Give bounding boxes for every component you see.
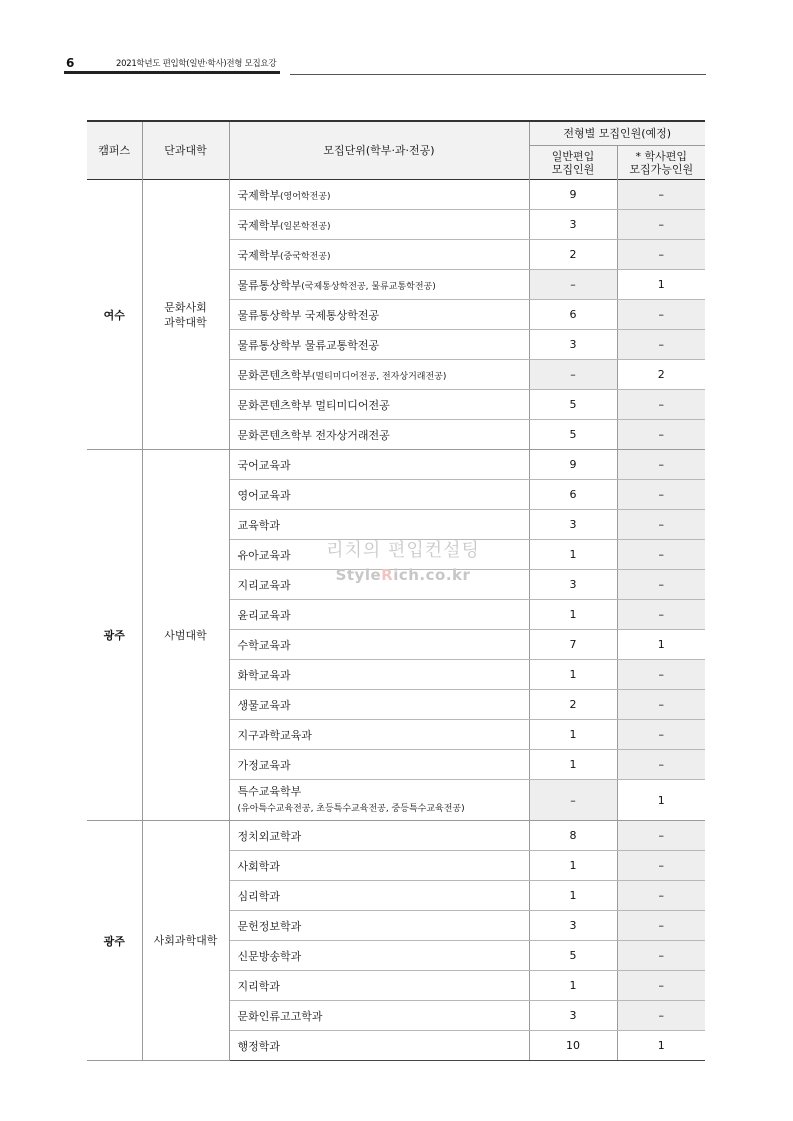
unit-name: 국제학부 — [237, 248, 281, 262]
unit-cell — [229, 510, 529, 540]
general-count: 7 — [529, 630, 617, 660]
bachelor-count: 2 — [617, 360, 705, 390]
bachelor-count: – — [617, 660, 705, 690]
bachelor-count: – — [617, 570, 705, 600]
unit-name: 문화콘텐츠학부 — [237, 368, 312, 382]
unit-cell — [229, 780, 529, 821]
general-count: 3 — [529, 570, 617, 600]
page-number: 6 — [66, 56, 75, 70]
bachelor-count: – — [617, 750, 705, 780]
header-unit: 모집단위(학부·과·전공) — [229, 121, 529, 180]
general-count: 1 — [529, 851, 617, 881]
unit-name: 문헌정보학과 — [237, 919, 302, 933]
header-general: 일반편입 모집인원 — [529, 146, 617, 180]
general-count: 1 — [529, 971, 617, 1001]
campus-cell: 여수 — [87, 180, 142, 450]
general-count: 10 — [529, 1031, 617, 1061]
header-rule-thin — [290, 74, 706, 75]
bachelor-count: 1 — [617, 780, 705, 821]
unit-name: 지리교육과 — [237, 578, 291, 592]
bachelor-count: – — [617, 300, 705, 330]
bachelor-count: – — [617, 1001, 705, 1031]
unit-name: 영어교육과 — [237, 488, 291, 502]
running-header — [64, 56, 280, 73]
general-count: 2 — [529, 240, 617, 270]
unit-detail: (유아특수교육전공, 초등특수교육전공, 중등특수교육전공) — [237, 803, 465, 814]
watermark-url-part: ich.co.kr — [393, 566, 471, 584]
watermark-korean: 리치의 편입컨설팅 — [326, 540, 480, 561]
unit-name: 화학교육과 — [237, 668, 291, 682]
general-count: 5 — [529, 420, 617, 450]
college-cell: 사회과학대학 — [142, 821, 229, 1061]
bachelor-count: – — [617, 510, 705, 540]
college-cell: 사범대학 — [142, 450, 229, 821]
unit-name: 교육학과 — [237, 518, 281, 532]
bachelor-count: – — [617, 971, 705, 1001]
unit-detail: (영어학전공) — [280, 191, 331, 202]
unit-detail: (멀티미디어전공, 전자상거래전공) — [311, 371, 447, 382]
unit-cell — [229, 360, 529, 390]
unit-name: 수학교육과 — [237, 638, 291, 652]
unit-cell — [229, 881, 529, 911]
bachelor-count: – — [617, 720, 705, 750]
unit-name: 국제학부 — [237, 218, 281, 232]
unit-cell — [229, 941, 529, 971]
bachelor-count: – — [617, 210, 705, 240]
unit-name: 유아교육과 — [237, 548, 291, 562]
bachelor-count: 1 — [617, 1031, 705, 1061]
unit-cell — [229, 750, 529, 780]
document-title: 2021학년도 편입학(일반·학사)전형 모집요강 — [116, 59, 277, 69]
unit-cell — [229, 971, 529, 1001]
unit-detail: (중국학전공) — [280, 251, 331, 262]
general-count: 1 — [529, 660, 617, 690]
general-count: 5 — [529, 390, 617, 420]
unit-cell — [229, 1001, 529, 1031]
bachelor-count: 1 — [617, 270, 705, 300]
unit-cell — [229, 390, 529, 420]
unit-cell — [229, 480, 529, 510]
bachelor-count: – — [617, 330, 705, 360]
general-count: 1 — [529, 540, 617, 570]
unit-cell — [229, 300, 529, 330]
watermark-url-part: Style — [335, 566, 382, 584]
bachelor-count: – — [617, 480, 705, 510]
unit-cell — [229, 1031, 529, 1061]
unit-name: 생물교육과 — [237, 698, 291, 712]
unit-name: 문화콘텐츠학부 전자상거래전공 — [237, 428, 390, 442]
bachelor-count: – — [617, 420, 705, 450]
general-count: – — [529, 780, 617, 821]
unit-cell — [229, 690, 529, 720]
unit-cell — [229, 240, 529, 270]
unit-cell — [229, 600, 529, 630]
general-count: 6 — [529, 480, 617, 510]
general-count: 1 — [529, 600, 617, 630]
bachelor-count: – — [617, 941, 705, 971]
general-count: 9 — [529, 450, 617, 480]
unit-name: 문화콘텐츠학부 멀티미디어전공 — [237, 398, 390, 412]
unit-name: 지리학과 — [237, 979, 281, 993]
unit-cell — [229, 540, 529, 570]
unit-cell — [229, 420, 529, 450]
general-count: 3 — [529, 1001, 617, 1031]
general-count: 9 — [529, 180, 617, 210]
unit-name: 국제학부 — [237, 188, 281, 202]
unit-name: 가정교육과 — [237, 758, 291, 772]
unit-cell — [229, 821, 529, 851]
unit-cell — [229, 720, 529, 750]
campus-cell: 광주 — [87, 821, 142, 1061]
unit-name: 물류통상학부 — [237, 278, 302, 292]
bachelor-count: – — [617, 600, 705, 630]
unit-cell — [229, 450, 529, 480]
general-count: 8 — [529, 821, 617, 851]
unit-name: 물류통상학부 국제통상학전공 — [237, 308, 380, 322]
general-count: 3 — [529, 330, 617, 360]
table-row — [87, 821, 705, 851]
unit-name: 사회학과 — [237, 859, 281, 873]
general-count: – — [529, 270, 617, 300]
bachelor-count: – — [617, 390, 705, 420]
general-count: – — [529, 360, 617, 390]
unit-name: 행정학과 — [237, 1039, 281, 1053]
bachelor-count: – — [617, 881, 705, 911]
bachelor-count: – — [617, 851, 705, 881]
unit-name: 신문방송학과 — [237, 949, 302, 963]
header-college: 단과대학 — [142, 121, 229, 180]
bachelor-count: – — [617, 450, 705, 480]
header-rule-thick — [64, 71, 280, 74]
recruitment-table — [87, 120, 705, 1061]
general-count: 3 — [529, 911, 617, 941]
general-count: 1 — [529, 881, 617, 911]
general-count: 3 — [529, 210, 617, 240]
unit-cell — [229, 911, 529, 941]
unit-cell — [229, 851, 529, 881]
unit-name: 지구과학교육과 — [237, 728, 312, 742]
bachelor-count: – — [617, 540, 705, 570]
bachelor-count: – — [617, 180, 705, 210]
general-count: 1 — [529, 720, 617, 750]
table-row — [87, 450, 705, 480]
general-count: 1 — [529, 750, 617, 780]
unit-name: 심리학과 — [237, 889, 281, 903]
bachelor-count: – — [617, 821, 705, 851]
bachelor-count: – — [617, 911, 705, 941]
campus-cell: 광주 — [87, 450, 142, 821]
header-bachelor: * 학사편입 모집가능인원 — [617, 146, 705, 180]
header-campus: 캠퍼스 — [87, 121, 142, 180]
unit-detail: (국제통상학전공, 물류교통학전공) — [301, 281, 436, 292]
unit-name: 정치외교학과 — [237, 829, 302, 843]
watermark-url-accent: R — [381, 566, 394, 584]
unit-cell — [229, 210, 529, 240]
unit-cell — [229, 270, 529, 300]
general-count: 5 — [529, 941, 617, 971]
header-quota-group: 전형별 모집인원(예정) — [529, 121, 705, 146]
general-count: 6 — [529, 300, 617, 330]
table-body — [87, 180, 705, 1061]
unit-name: 윤리교육과 — [237, 608, 291, 622]
unit-cell — [229, 660, 529, 690]
unit-cell — [229, 570, 529, 600]
general-count: 2 — [529, 690, 617, 720]
general-count: 3 — [529, 510, 617, 540]
unit-cell — [229, 630, 529, 660]
table-row — [87, 180, 705, 210]
unit-name: 국어교육과 — [237, 458, 291, 472]
unit-name: 물류통상학부 물류교통학전공 — [237, 338, 380, 352]
unit-cell — [229, 330, 529, 360]
bachelor-count: – — [617, 690, 705, 720]
bachelor-count: 1 — [617, 630, 705, 660]
unit-name: 문화인류고고학과 — [237, 1009, 323, 1023]
unit-cell — [229, 180, 529, 210]
college-cell: 문화사회 과학대학 — [142, 180, 229, 450]
bachelor-count: – — [617, 240, 705, 270]
unit-name: 특수교육학부 — [237, 784, 302, 798]
unit-detail: (일본학전공) — [280, 221, 331, 232]
